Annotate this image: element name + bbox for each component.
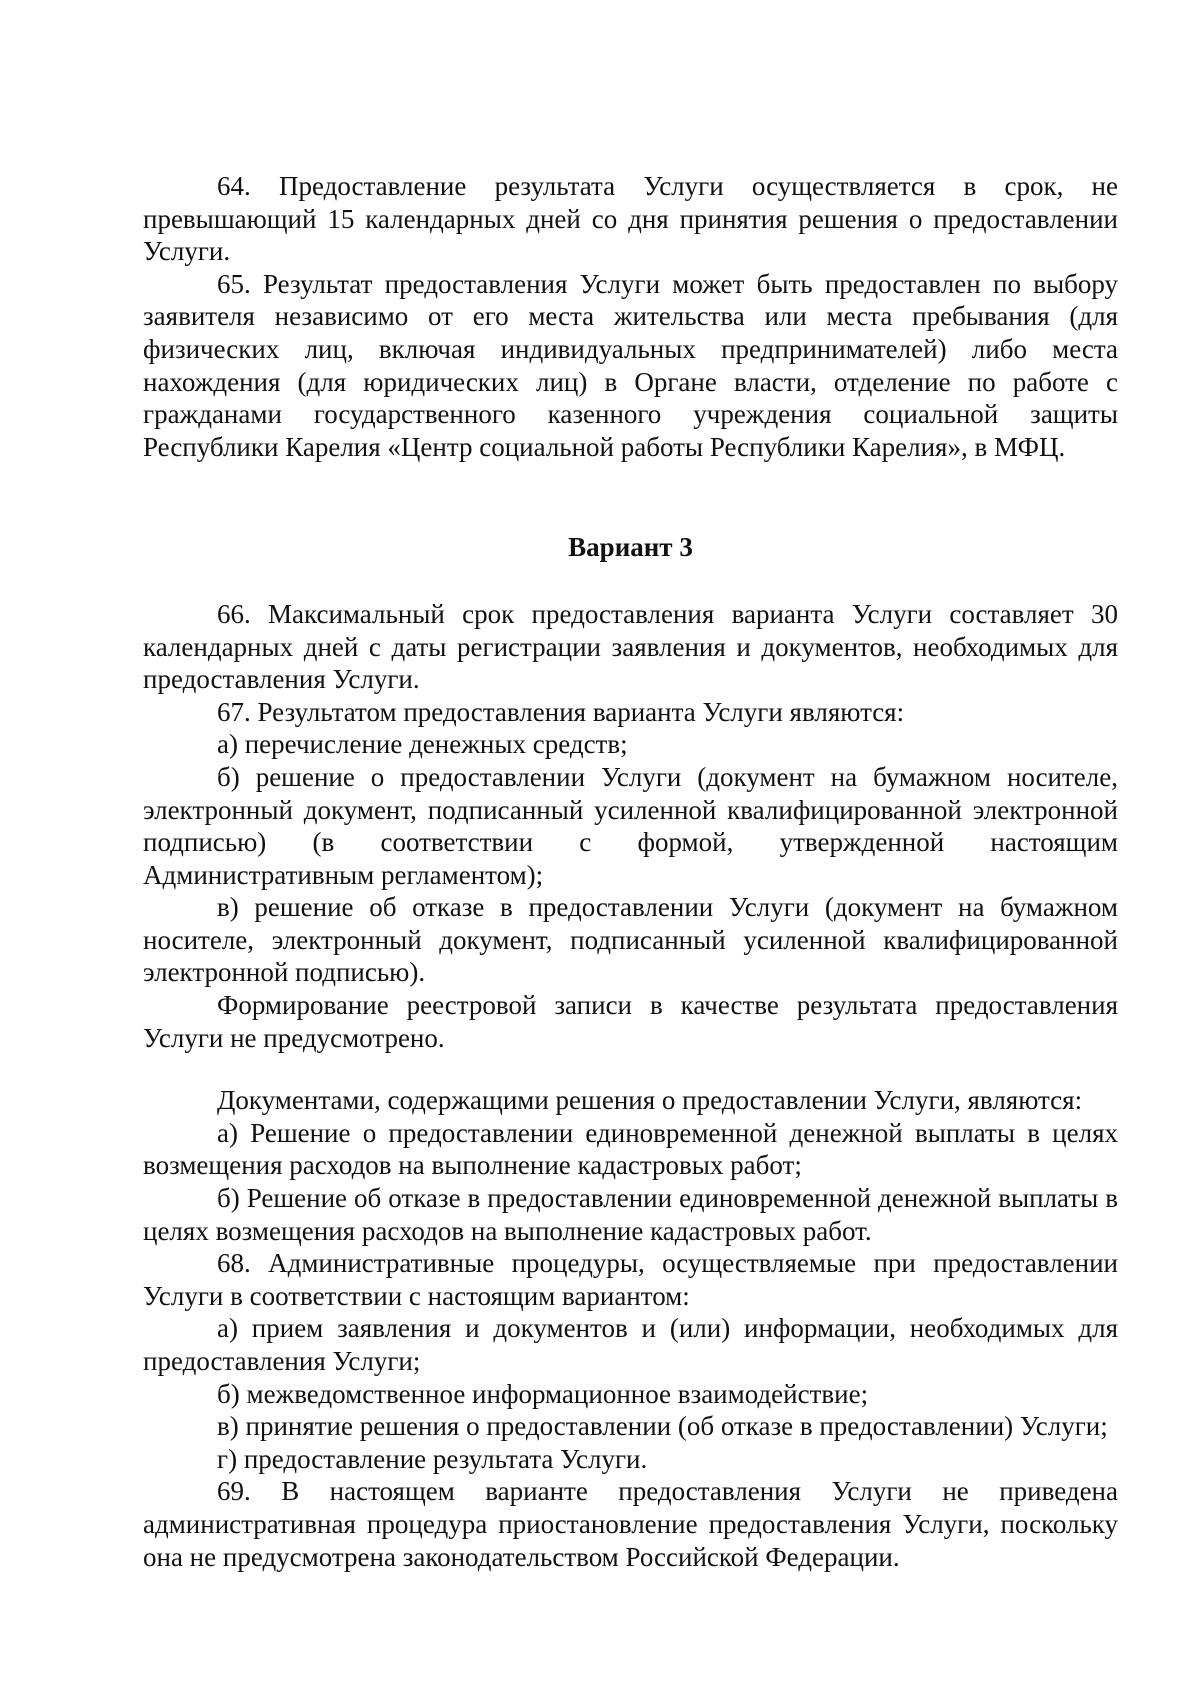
- spacer: [143, 1054, 1118, 1084]
- section-heading: Вариант 3: [568, 532, 693, 563]
- list-item-67a: а) перечисление денежных средств;: [217, 729, 628, 760]
- list-item-doc-b: б) Решение об отказе в предоставлении единовременной денежной выплаты в целях возмещения расходов на выполнение кадастровых работ.: [143, 1183, 1118, 1246]
- list-item-68a: а) прием заявления и документов и (или) информации, необходимых для предоставления Услуги;: [143, 1313, 1118, 1376]
- paragraph-68: 68. Административные процедуры, осуществляемые при предоставлении Услуги в соответствии с настоящим вариантом:: [143, 1248, 1118, 1311]
- document-page: [143, 170, 1118, 1573]
- spacer: [143, 564, 1118, 598]
- paragraph-decision-documents: Документами, содержащими решения о предоставлении Услуги, являются:: [217, 1085, 1083, 1116]
- spacer: [143, 463, 1118, 531]
- paragraph-69: 69. В настоящем варианте предоставления Услуги не приведена административная процедура приостановление предоставления Услуги, поскольку она не предусмотрена законодательством Российской Федерации.: [143, 1476, 1118, 1572]
- paragraph-registry-note: Формирование реестровой записи в качестве результата предоставления Услуги не предусмотрено.: [143, 990, 1118, 1053]
- list-item-67c: в) решение об отказе в предоставлении Услуги (документ на бумажном носителе, электронный документ, подписанный усиленной квалифицированной электронной подписью).: [143, 892, 1118, 988]
- list-item-doc-a: а) Решение о предоставлении единовременной денежной выплаты в целях возмещения расходов на выполнение кадастровых работ;: [143, 1117, 1118, 1181]
- paragraph-67: 67. Результатом предоставления варианта Услуги являются:: [217, 696, 905, 727]
- list-item-68c: в) принятие решения о предоставлении (об отказе в предоставлении) Услуги;: [217, 1411, 1108, 1442]
- list-item-68b: б) межведомственное информационное взаимодействие;: [217, 1378, 869, 1409]
- list-item-68d: г) предоставление результата Услуги.: [217, 1443, 648, 1474]
- paragraph-64: 64. Предоставление результата Услуги осуществляется в срок, не превышающий 15 календарных дней со дня принятия решения о предоставлении Услуги.: [143, 171, 1118, 267]
- paragraph-65: 65. Результат предоставления Услуги может быть предоставлен по выбору заявителя независимо от его места жительства или места пребывания (для физических лиц, включая индивидуальных предпринимателей) либо места нахождения (для юридических лиц) в Органе власти, отделение по работе с гражданами государственного казенного учреждения социальной защиты Республики Карелия «Центр социальной работы Республики Карелия», в МФЦ.: [143, 268, 1118, 462]
- list-item-67b: б) решение о предоставлении Услуги (документ на бумажном носителе, электронный документ, подписанный усиленной квалифицированной электронной подписью) (в соответствии с формой, утвержденной настоящим Административным регламентом);: [143, 761, 1118, 890]
- paragraph-66: 66. Максимальный срок предоставления варианта Услуги составляет 30 календарных дней с даты регистрации заявления и документов, необходимых для предоставления Услуги.: [143, 598, 1118, 695]
